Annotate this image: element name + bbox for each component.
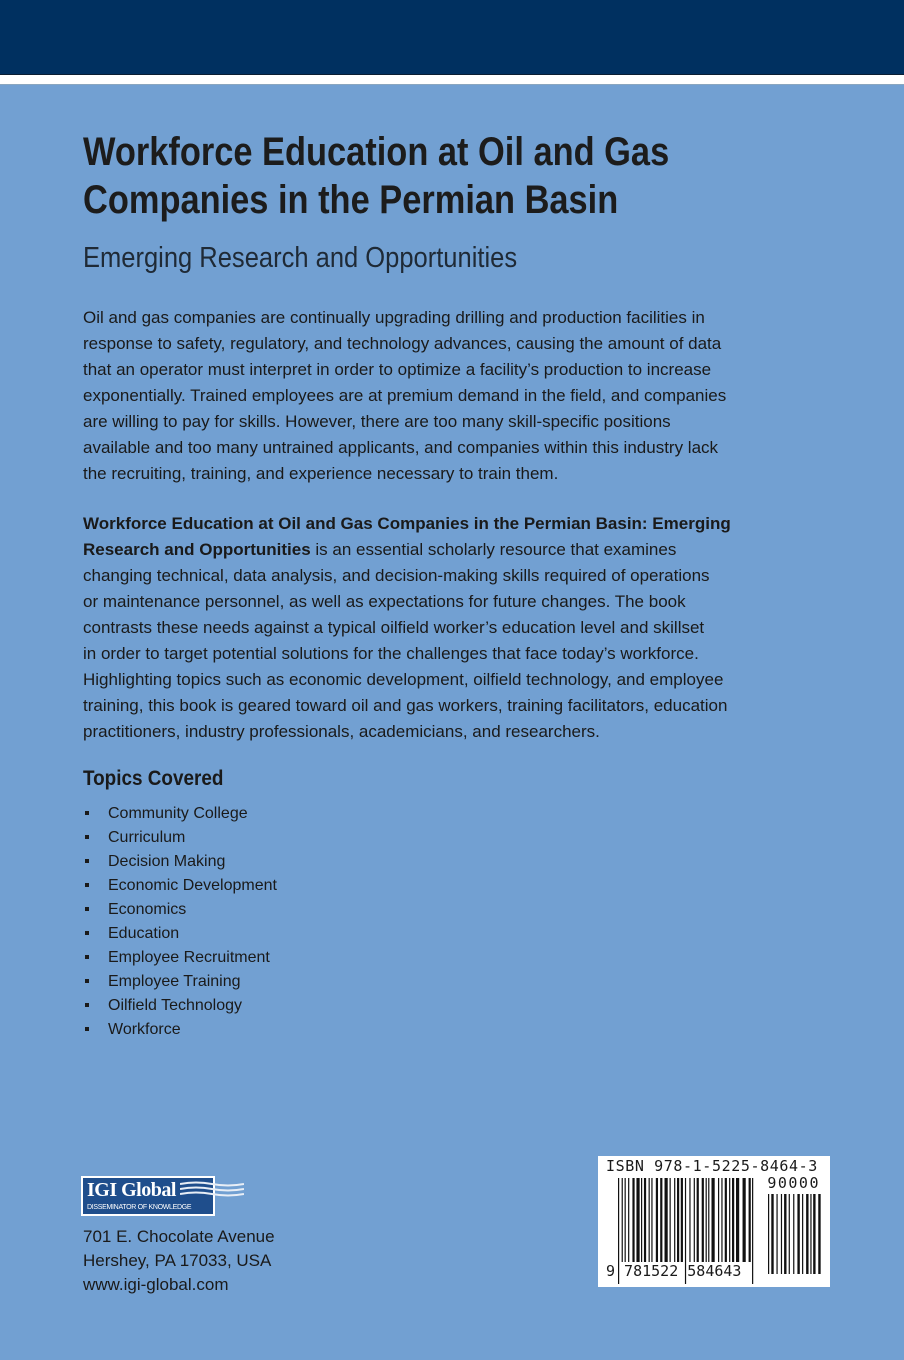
bullet-icon [85,883,89,887]
logo-tagline: DISSEMINATOR OF KNOWLEDGE [87,1204,192,1211]
text-line: contrasts these needs against a typical oilfield worker’s education level and skillset [83,618,705,637]
topic-item [83,802,277,826]
topic-label: Employee Recruitment [108,949,270,966]
bullet-icon [85,811,89,815]
text-line: response to safety, regulatory, and technology advances, causing the amount of data [83,334,722,353]
bullet-icon [85,979,89,983]
description-paragraph-1 [83,305,726,487]
topic-label: Community College [108,805,248,822]
addon-bar [813,1194,815,1274]
topic-item [83,1018,277,1042]
barcode-bar [656,1178,658,1262]
text-line: Oil and gas companies are continually upgrading drilling and production facilities in [83,308,705,327]
barcode-bar [641,1178,642,1262]
text-line: is an essential scholarly resource that examines [310,540,677,559]
barcode-bar [636,1178,639,1262]
publisher-address [83,1225,275,1297]
text-line: the recruiting, training, and experience necessary to train them. [83,464,559,483]
price-code: 90000 [767,1174,820,1192]
topic-label: Workforce [108,1021,181,1038]
barcode-bar [628,1178,629,1262]
barcode-bar [660,1178,662,1262]
barcode-bar [752,1178,753,1284]
bullet-icon [85,859,89,863]
title-line: Companies in the Permian Basin [83,178,619,222]
topic-label: Education [108,925,180,942]
topics-list [83,802,277,1042]
addon-bar [818,1194,820,1274]
addon-bar [781,1194,782,1274]
address-line: 701 E. Chocolate Avenue [83,1227,275,1246]
barcode-bar [729,1178,730,1262]
topic-label: Decision Making [108,853,226,870]
barcode-bar [644,1178,646,1262]
barcode-bar [708,1178,709,1262]
text-line: are willing to pay for skills. However, there are too many skill-specific positions [83,412,671,431]
addon-bar [806,1194,808,1274]
topic-item [83,898,277,922]
topics-heading: Topics Covered [83,767,224,790]
barcode-bar [625,1178,626,1262]
text-line: available and too many untrained applicants, and companies within this industry lack [83,438,719,457]
barcode-bar [725,1178,727,1262]
barcode-bar [706,1178,707,1262]
barcode-bar [697,1178,699,1262]
text-line: exponentially. Trained employees are at premium demand in the field, and companies [83,386,727,405]
text-line: training, this book is geared toward oil and gas workers, training facilitators, education [83,696,728,715]
text-line: practitioners, industry professionals, academicians, and researchers. [83,722,600,741]
description-paragraph-2 [83,511,731,745]
addon-bar [793,1194,794,1274]
bold-title-ref: Research and Opportunities [83,540,311,559]
barcode-bar [721,1178,722,1262]
isbn-text: ISBN 978-1-5225-8464-3 [606,1157,818,1175]
text-line: that an operator must interpret in order to optimize a facility’s production to increase [83,360,712,379]
barcode-bar [702,1178,704,1262]
isbn-barcode [598,1156,830,1287]
text-line: Highlighting topics such as economic development, oilfield technology, and employee [83,670,724,689]
addon-bar [776,1194,777,1274]
topic-item [83,994,277,1018]
title-line: Workforce Education at Oil and Gas [83,130,670,174]
topic-item [83,922,277,946]
addon-bar [797,1194,799,1274]
topic-item [83,970,277,994]
barcode-bar [649,1178,650,1262]
barcode-bar [677,1178,679,1262]
addon-bar [789,1194,790,1274]
barcode-bar [681,1178,683,1262]
topic-item [83,850,277,874]
barcode-bar [718,1178,719,1262]
topic-label: Curriculum [108,829,186,846]
top-color-band [0,0,904,75]
barcode-bar [749,1178,751,1262]
topic-item [83,826,277,850]
bullet-icon [85,835,89,839]
barcode-bar [732,1178,734,1262]
barcode-bar [743,1178,746,1262]
logo-name: IGI Global [87,1179,176,1201]
barcode-bar [632,1178,634,1262]
addon-bar [784,1194,786,1274]
addon-bar [771,1194,773,1274]
barcode-bar [736,1178,739,1262]
topic-label: Economic Development [108,877,277,894]
barcode-bar [651,1178,652,1262]
book-title [83,128,669,224]
bullet-icon [85,1003,89,1007]
ean-number: 9 781522 584643 [606,1262,742,1280]
barcode-bar [674,1178,675,1262]
addon-bar [810,1194,811,1274]
barcode-bar [670,1178,671,1262]
address-line: Hershey, PA 17033, USA [83,1251,272,1270]
logo-waves-icon [180,1180,244,1200]
book-subtitle: Emerging Research and Opportunities [83,242,518,274]
bullet-icon [85,1027,89,1031]
barcode-bar [711,1178,714,1262]
text-line: or maintenance personnel, as well as expectations for future changes. The book [83,592,686,611]
topic-item [83,874,277,898]
topic-label: Oilfield Technology [108,997,243,1014]
bullet-icon [85,955,89,959]
topic-label: Economics [108,901,187,918]
bold-title-ref: Workforce Education at Oil and Gas Companies in the Permian Basin: Emerging [83,514,731,533]
white-stripe [0,75,904,85]
website: www.igi-global.com [83,1275,229,1294]
barcode-bar [694,1178,695,1262]
barcode-bar [665,1178,668,1262]
addon-bar [768,1194,769,1274]
bullet-icon [85,907,89,911]
bullet-icon [85,931,89,935]
text-line: changing technical, data analysis, and decision-making skills required of operations [83,566,710,585]
text-line: in order to target potential solutions for the challenges that face today’s workforce. [83,644,699,663]
barcode-bar [622,1178,623,1262]
topic-item [83,946,277,970]
barcode-bar [689,1178,690,1262]
addon-bar [802,1194,803,1274]
topic-label: Employee Training [108,973,241,990]
